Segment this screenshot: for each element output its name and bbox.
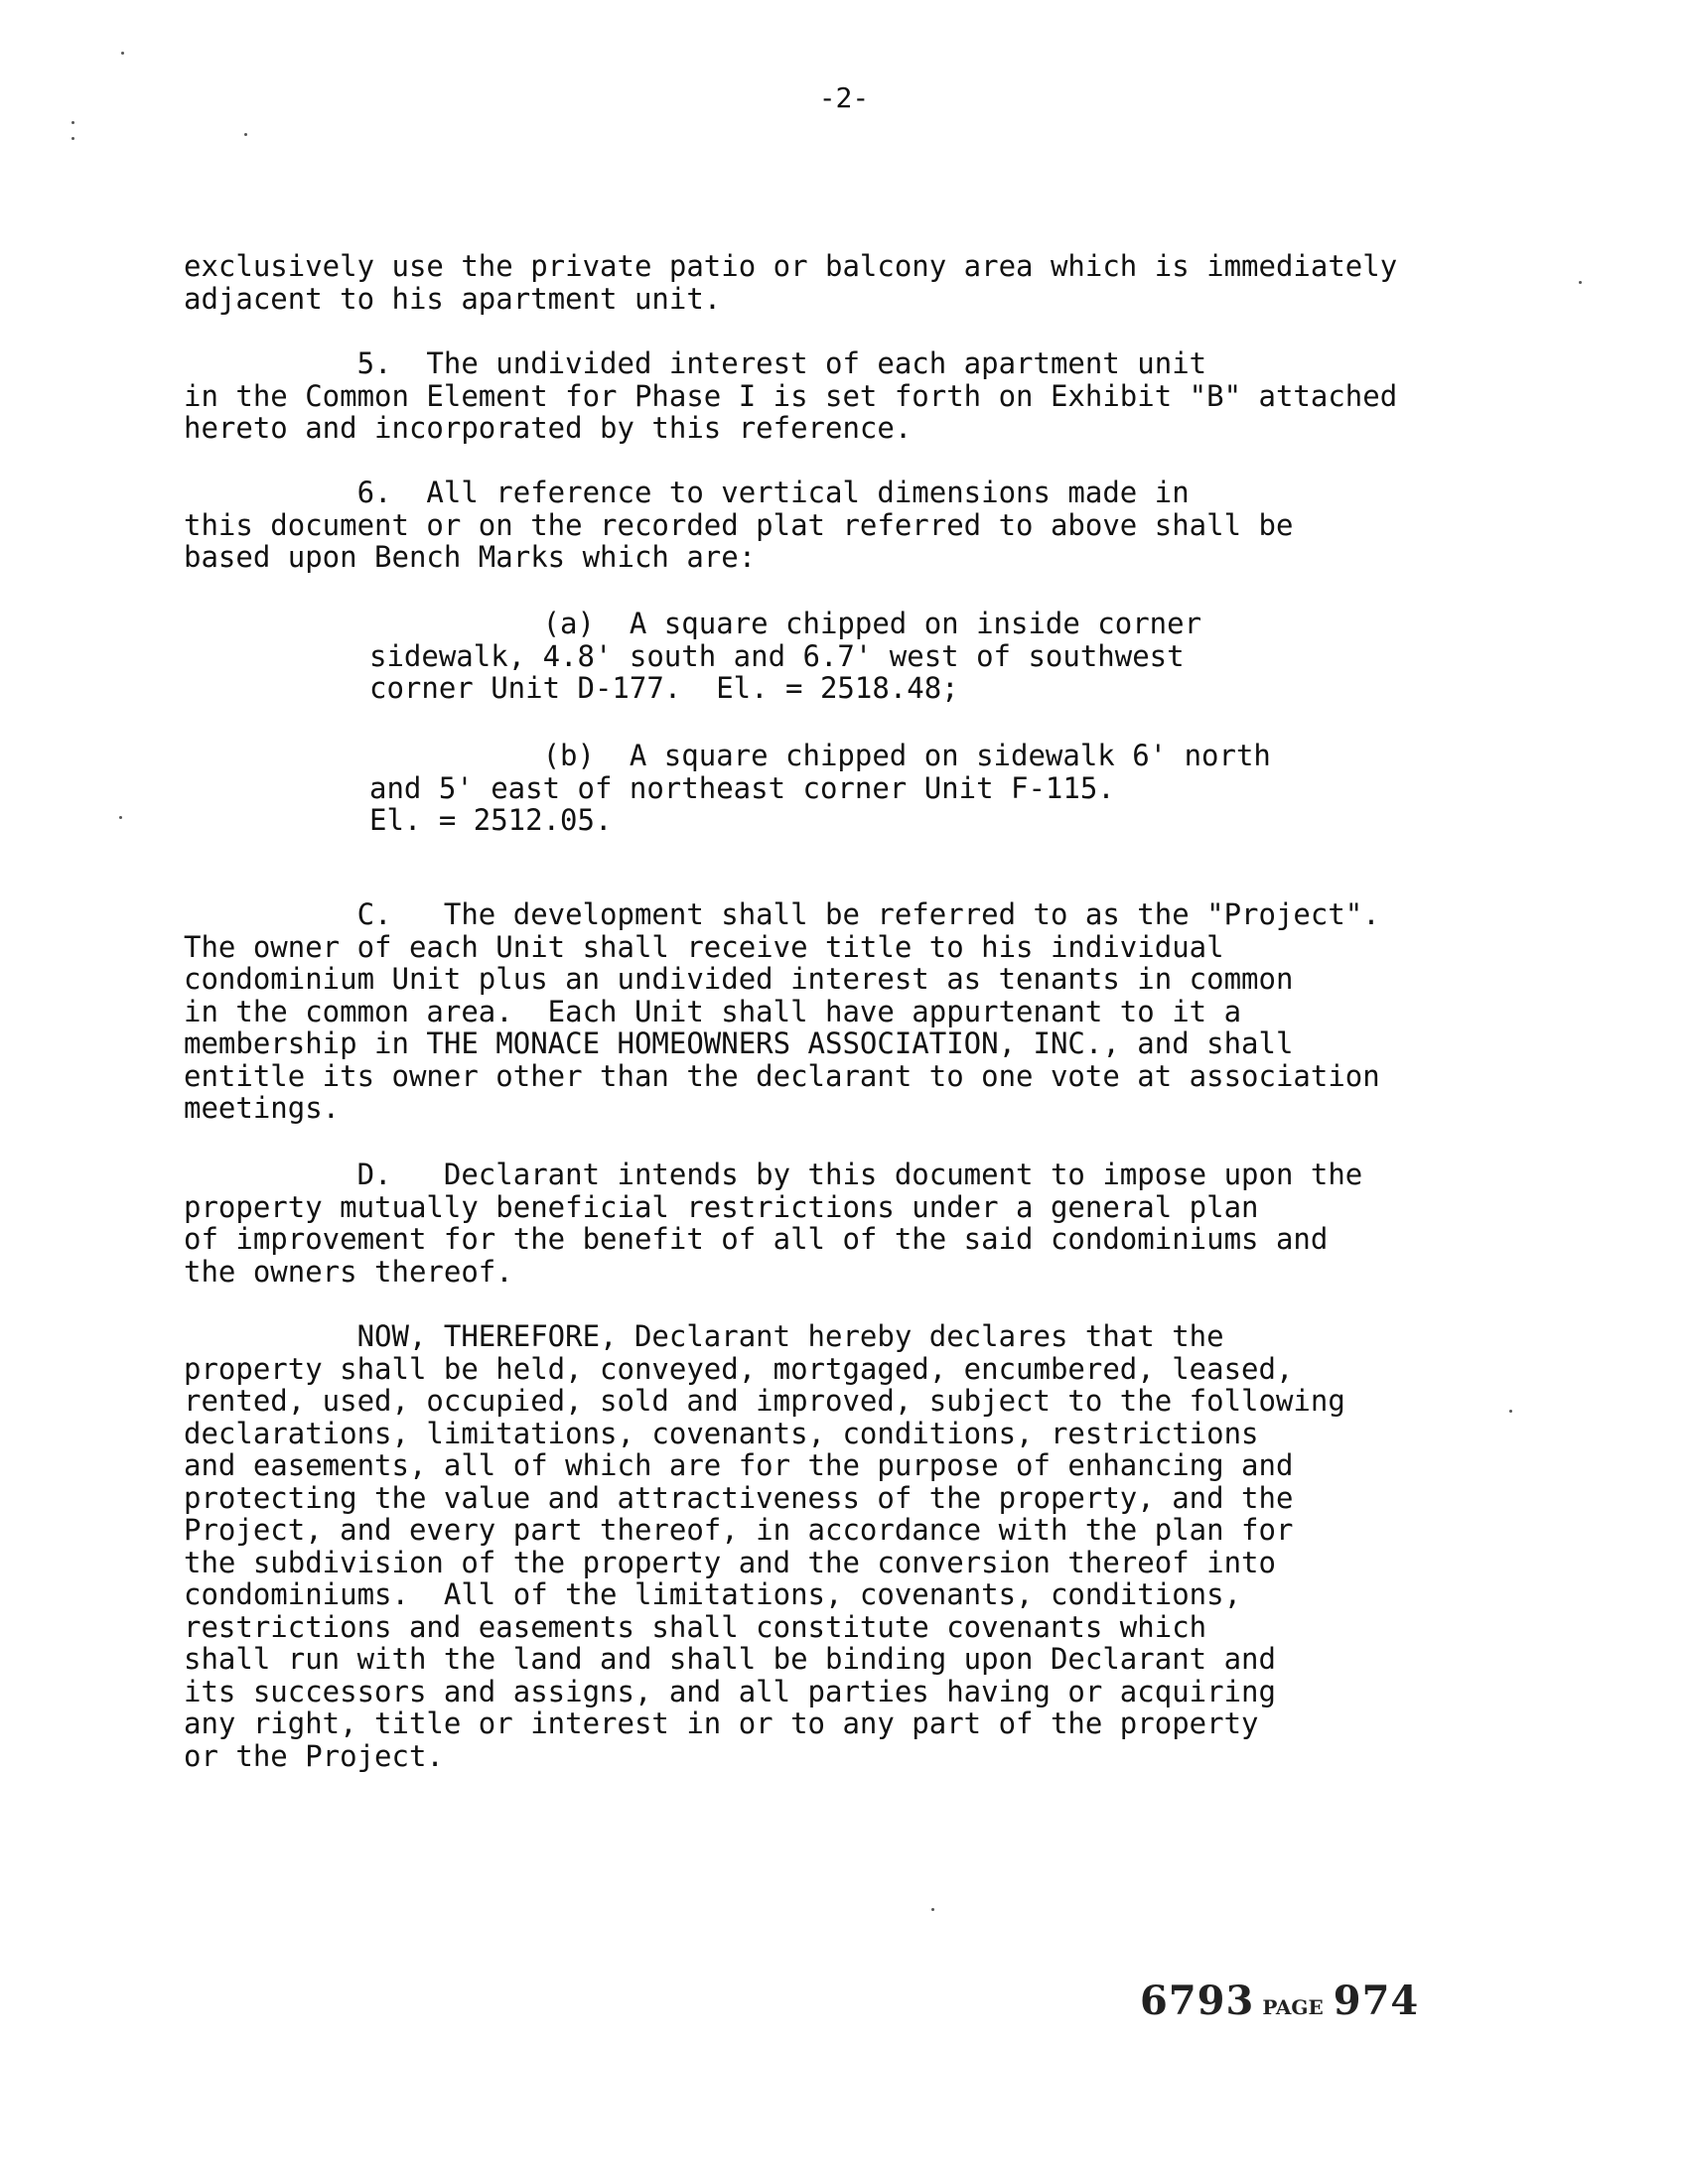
page-label: PAGE: [1262, 1995, 1324, 2019]
text-line: or the Project.: [184, 1738, 444, 1773]
text-line: meetings.: [184, 1091, 341, 1125]
text-line: 5. The undivided interest of each apartment unit: [184, 346, 1207, 380]
text-line: corner Unit D-177. El. = 2518.48;: [369, 671, 959, 705]
text-line: in the Common Element for Phase I is set forth on Exhibit "B" attached: [184, 378, 1398, 413]
text-line: Project, and every part thereof, in accordance with the plan for: [184, 1513, 1294, 1547]
text-line: exclusively use the private patio or balcony area which is immediately: [184, 249, 1398, 283]
text-line: NOW, THEREFORE, Declarant hereby declares that the: [184, 1319, 1224, 1353]
text-line: El. = 2512.05.: [369, 803, 613, 837]
text-line: the owners thereof.: [184, 1254, 513, 1289]
scan-speck: [121, 52, 124, 55]
now-therefore-paragraph: [184, 1320, 1504, 1772]
page-number-stamp: 974: [1333, 1978, 1420, 2024]
text-line: the subdivision of the property and the conversion thereof into: [184, 1545, 1276, 1579]
text-line: 6. All reference to vertical dimensions made in: [184, 476, 1190, 509]
text-line: membership in THE MONACE HOMEOWNERS ASSOCIATION, INC., and shall: [184, 1026, 1294, 1060]
scan-speck: [1509, 1410, 1512, 1413]
text-line: condominium Unit plus an undivided interest as tenants in common: [184, 962, 1294, 996]
scan-speck: [71, 137, 74, 140]
text-line: (a) A square chipped on inside corner: [369, 607, 1202, 640]
text-line: property shall be held, conveyed, mortgaged, encumbered, leased,: [184, 1351, 1294, 1386]
paragraph-continuation: [184, 250, 1504, 315]
scan-speck: [244, 133, 247, 136]
text-line: this document or on the recorded plat referred to above shall be: [184, 507, 1294, 542]
text-line: based upon Bench Marks which are:: [184, 540, 757, 574]
text-line: restrictions and easements shall constitute covenants which: [184, 1609, 1207, 1644]
text-line: of improvement for the benefit of all of the said condominiums and: [184, 1222, 1329, 1256]
scan-speck: [119, 816, 122, 819]
bench-mark-b: [369, 740, 1688, 837]
text-line: property mutually beneficial restrictions under a general plan: [184, 1189, 1259, 1224]
text-line: in the common area. Each Unit shall have appurtenant to it a: [184, 994, 1242, 1028]
text-line: its successors and assigns, and all parties having or acquiring: [184, 1674, 1276, 1708]
scan-speck: [1579, 281, 1582, 284]
section-d: [184, 1159, 1504, 1288]
text-line: any right, title or interest in or to any part of the property: [184, 1706, 1259, 1740]
item-6: [184, 477, 1504, 574]
section-c: [184, 898, 1504, 1125]
text-line: declarations, limitations, covenants, conditions, restrictions: [184, 1416, 1259, 1450]
text-line: and 5' east of northeast corner Unit F-115.: [369, 770, 1115, 805]
text-line: rented, used, occupied, sold and improved, subject to the following: [184, 1384, 1345, 1418]
text-line: protecting the value and attractiveness of the property, and the: [184, 1480, 1294, 1515]
item-5: [184, 347, 1504, 445]
text-line: D. Declarant intends by this document to impose upon the: [184, 1158, 1363, 1191]
page-number: -2-: [818, 81, 870, 114]
text-line: entitle its owner other than the declarant to one vote at association: [184, 1058, 1380, 1093]
text-line: (b) A square chipped on sidewalk 6' north: [369, 739, 1271, 772]
bench-mark-a: [369, 608, 1688, 705]
book-number: 6793: [1140, 1978, 1255, 2024]
text-line: adjacent to his apartment unit.: [184, 281, 722, 316]
scan-speck: [931, 1908, 934, 1911]
scan-speck: [71, 121, 74, 124]
text-line: hereto and incorporated by this reference.: [184, 411, 913, 445]
text-line: The owner of each Unit shall receive title to his individual: [184, 929, 1224, 964]
text-line: condominiums. All of the limitations, covenants, conditions,: [184, 1577, 1242, 1611]
text-line: C. The development shall be referred to as the "Project".: [184, 897, 1380, 931]
text-line: and easements, all of which are for the purpose of enhancing and: [184, 1448, 1294, 1482]
text-line: shall run with the land and shall be binding upon Declarant and: [184, 1642, 1276, 1676]
text-line: sidewalk, 4.8' south and 6.7' west of southwest: [369, 638, 1185, 673]
book-page-stamp: [1140, 1978, 1419, 2024]
